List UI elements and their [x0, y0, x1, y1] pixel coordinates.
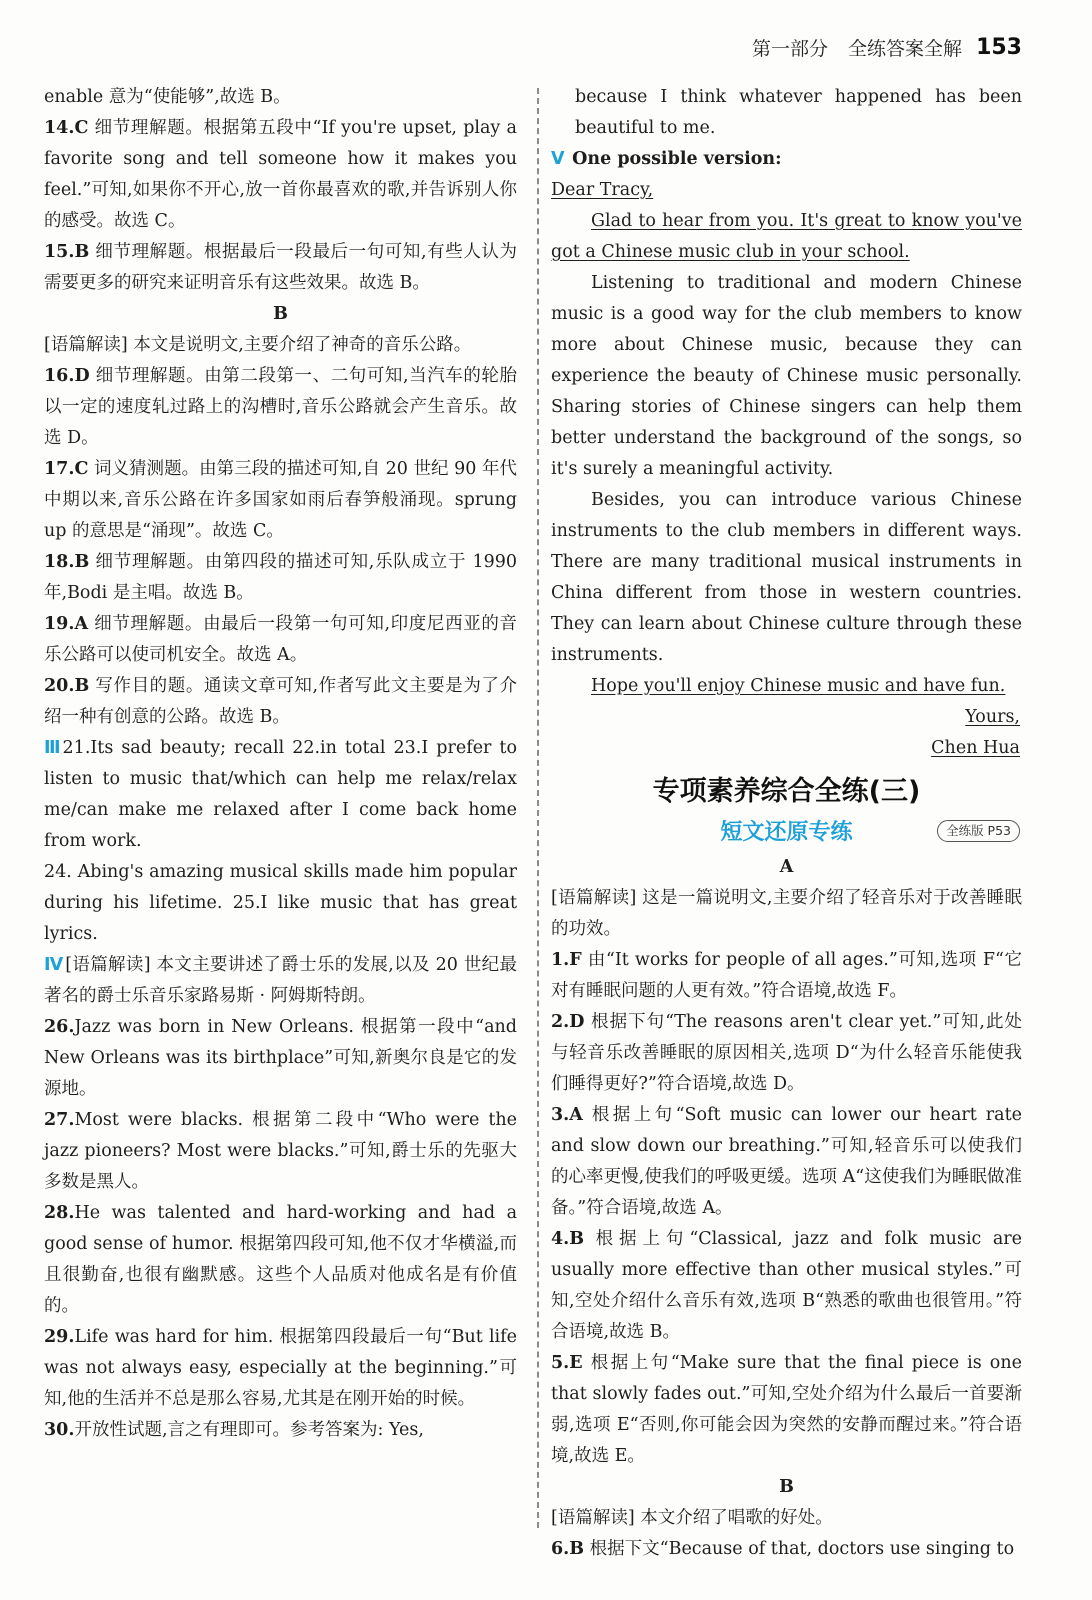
page-number: 153 — [976, 34, 1022, 60]
answer-item — [44, 609, 517, 671]
section-label: 第一部分 — [752, 37, 829, 60]
answer-text: 细节理解题。由最后一段第一句可知,印度尼西亚的音乐公路可以使司机安全。故选 A。 — [44, 614, 517, 665]
answer-number: 19.A — [44, 614, 89, 634]
reading-tag: [语篇解读] — [551, 1508, 635, 1528]
roman-numeral-badge: Ⅲ — [44, 738, 61, 758]
reading-tag: [语篇解读] — [65, 955, 151, 975]
answer-item — [44, 454, 517, 547]
answer-text: 根据上句“Classical, jazz and folk music are usually more effective than other musical styles.”可知,空处介绍什么音乐有效,选项 B“熟悉的歌曲也很管用。”符合语境,故选 B。 — [551, 1229, 1022, 1342]
answer-number: 5.E — [551, 1353, 583, 1373]
answer-item — [44, 671, 517, 733]
answer-item — [44, 1198, 517, 1322]
page-header — [752, 30, 1022, 64]
answer-text: Life was hard for him. 根据第四段最后一句“But life was not always easy, especially at the beginning.”可知,他的生活并不总是那么容易,尤其是在刚开始的时候。 — [44, 1327, 517, 1409]
answer-text: Most were blacks. 根据第二段中“Who were the jazz pioneers? Most were blacks.”可知,爵士乐的先驱大多数是黑人。 — [44, 1110, 517, 1192]
answer-text: 写作目的题。通读文章可知,作者写此文主要是为了介绍一种有创意的公路。故选 B。 — [44, 676, 517, 727]
answer-number: 4.B — [551, 1229, 585, 1249]
answer-number: 6.B — [551, 1539, 585, 1559]
reading-summary — [551, 1503, 1022, 1534]
answer-continuation: enable 意为“使能够”,故选 B。 — [44, 87, 291, 107]
answer-item — [44, 113, 517, 237]
answer-number: 26. — [44, 1017, 75, 1037]
answer-number: 28. — [44, 1203, 75, 1223]
answer-continuation: because I think whatever happened has been beautiful to me. — [575, 87, 1022, 138]
subheadline-row — [551, 812, 1022, 852]
answer-number: 16.D — [44, 366, 90, 386]
section-heading-a: A — [779, 857, 794, 877]
answer-number: 3.A — [551, 1105, 583, 1125]
closing-word: Yours, — [965, 707, 1020, 727]
answer-text: 细节理解题。由第二段第一、二句可知,当汽车的轮胎以一定的速度轧过路上的沟槽时,音乐公路就会产生音乐。故选 D。 — [44, 366, 517, 448]
answer-number: 15.B — [44, 242, 90, 262]
section-headline: 专项素养综合全练(三) — [652, 776, 921, 807]
signature-name: Chen Hua — [931, 738, 1020, 758]
part-four-summary — [44, 950, 517, 1012]
answer-item — [44, 1415, 517, 1446]
page-reference-badge: 全练版 P53 — [937, 820, 1020, 842]
reading-summary — [44, 330, 517, 361]
answer-text: 由“It works for people of all ages.”可知,选项 F“它对有睡眠问题的人更有效。”符合语境,故选 F。 — [551, 950, 1022, 1001]
answer-text: 词义猜测题。由第三段的描述可知,自 20 世纪 90 年代中期以来,音乐公路在许多国家如雨后春笋般涌现。sprung up 的意思是“涌现”。故选 C。 — [44, 459, 517, 541]
reading-text: 本文是说明文,主要介绍了神奇的音乐公路。 — [133, 335, 472, 355]
letter-closing-text: Hope you'll enjoy Chinese music and have fun. — [591, 676, 1006, 696]
book-title: 全练答案全解 — [848, 37, 963, 60]
answer-item — [44, 237, 517, 299]
left-column — [44, 82, 517, 1446]
answer-item — [44, 1012, 517, 1105]
letter-body-2: Besides, you can introduce various Chinese instruments to the club members in different ways. There are many traditional musical instruments in China different from those in western countries. They can learn about Chinese culture through these instruments. — [551, 490, 1022, 665]
answer-number: 27. — [44, 1110, 75, 1130]
answer-text: 细节理解题。根据最后一段最后一句可知,有些人认为需要更多的研究来证明音乐有这些效果。故选 B。 — [44, 242, 517, 293]
letter-opening: Glad to hear from you. It's great to know you've got a Chinese music club in your school. — [551, 211, 1022, 262]
reading-text: 本文介绍了唱歌的好处。 — [640, 1508, 833, 1528]
answer-item — [44, 361, 517, 454]
part-three-text-1: 21.Its sad beauty; recall 22.in total 23.I prefer to listen to music that/which can help me relax/relax me/can make me relaxed after I come back home from work. — [44, 738, 517, 851]
answer-item — [44, 1322, 517, 1415]
answer-item — [44, 1105, 517, 1198]
answer-text: 开放性试题,言之有理即可。参考答案为: Yes, — [74, 1420, 424, 1440]
letter-body-1: Listening to traditional and modern Chinese music is a good way for the club members to know more about Chinese music, because they can experience the beauty of Chinese music personally. Sharing stories of Chinese singers can help them better understand the background of the songs, so it's surely a meaningful activity. — [551, 273, 1022, 479]
answer-number: 14.C — [44, 118, 89, 138]
part-three-answers — [44, 733, 517, 857]
right-column — [551, 82, 1022, 1565]
answer-text: 根据下文“Because of that, doctors use singing to — [589, 1539, 1015, 1559]
reading-text: 这是一篇说明文,主要介绍了轻音乐对于改善睡眠的功效。 — [551, 888, 1023, 939]
answer-text: 细节理解题。根据第五段中“If you're upset, play a favorite song and tell someone how it makes you feel.”可知,如果你不开心,放一首你最喜欢的歌,并告诉别人你的感受。故选 C。 — [44, 118, 517, 231]
reading-tag: [语篇解读] — [44, 335, 128, 355]
roman-numeral-badge: Ⅳ — [44, 955, 64, 975]
answer-item — [551, 1348, 1022, 1472]
answer-item — [551, 945, 1022, 1007]
part-three-answers-cont: 24. Abing's amazing musical skills made him popular during his lifetime. 25.I like music that has great lyrics. — [44, 862, 517, 944]
answer-number: 29. — [44, 1327, 75, 1347]
answer-text: 细节理解题。由第四段的描述可知,乐队成立于 1990 年,Bodi 是主唱。故选 B。 — [44, 552, 517, 603]
reading-tag: [语篇解读] — [551, 888, 637, 908]
letter-closing-line — [551, 671, 1022, 702]
answer-text: Jazz was born in New Orleans. 根据第一段中“and New Orleans was its birthplace”可知,新奥尔良是它的发源地。 — [44, 1017, 517, 1099]
answer-number: 20.B — [44, 676, 90, 696]
reading-text: 本文主要讲述了爵士乐的发展,以及 20 世纪最著名的爵士乐音乐家路易斯 · 阿姆斯特朗。 — [44, 955, 517, 1006]
letter-greeting: Dear Tracy, — [551, 180, 654, 200]
section-subheadline: 短文还原专练 — [720, 819, 853, 845]
letter-signature — [551, 733, 1022, 764]
letter-closing — [551, 702, 1022, 733]
answer-number: 18.B — [44, 552, 90, 572]
answer-text: 根据上句“Soft music can lower our heart rate and slow down our breathing.”可知,轻音乐可以使我们的心率更慢,使我们的呼吸更缓。选项 A“这使我们为睡眠做准备。”符合语境,故选 A。 — [551, 1105, 1022, 1218]
answer-item — [551, 1007, 1022, 1100]
part-five-label — [551, 144, 1022, 175]
answer-text: He was talented and hard-working and had a good sense of humor. 根据第四段可知,他不仅才华横溢,而且很勤奋,也很有幽默感。这些个人品质对他成名是有价值的。 — [44, 1203, 517, 1316]
section-heading-b: B — [779, 1477, 794, 1497]
column-divider — [537, 88, 539, 1528]
section-heading-b: B — [273, 304, 288, 324]
answer-number: 2.D — [551, 1012, 585, 1032]
answer-item — [44, 547, 517, 609]
answer-number: 1.F — [551, 950, 582, 970]
answer-item — [551, 1224, 1022, 1348]
answer-number: 17.C — [44, 459, 89, 479]
answer-item — [551, 1100, 1022, 1224]
answer-number: 30. — [44, 1420, 75, 1440]
answer-item — [551, 1534, 1022, 1565]
roman-numeral-badge: Ⅴ — [551, 149, 565, 169]
reading-summary — [551, 883, 1022, 945]
answer-text: 根据上句“Make sure that the final piece is one that slowly fades out.”可知,空处介绍为什么最后一首要渐弱,选项 E“否则,你可能会因为突然的安静而醒过来。”符合语境,故选 E。 — [551, 1353, 1022, 1466]
answer-text: 根据下句“The reasons aren't clear yet.”可知,此处与轻音乐改善睡眠的原因相关,选项 D“为什么轻音乐能使我们睡得更好?”符合语境,故选 D。 — [551, 1012, 1022, 1094]
version-label: One possible version: — [572, 149, 782, 169]
